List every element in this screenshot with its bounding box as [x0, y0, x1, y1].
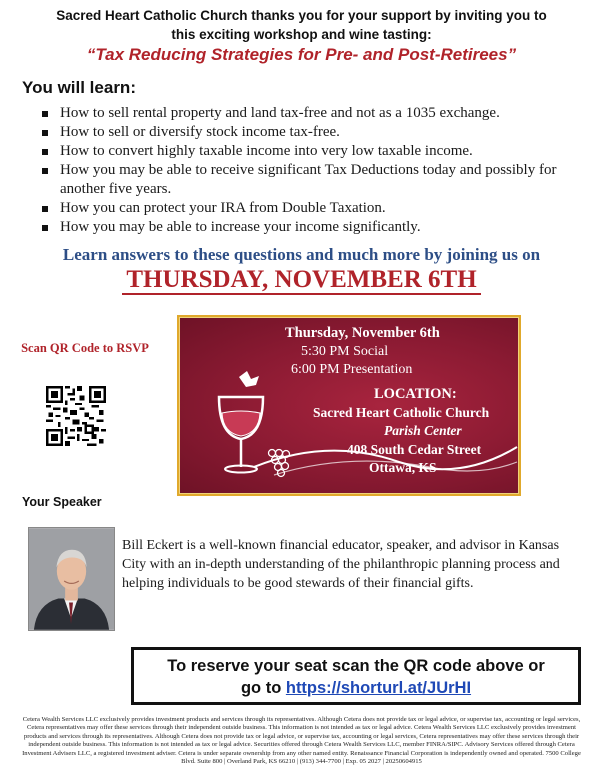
speaker-portrait-icon	[28, 527, 115, 631]
speaker-label: Your Speaker	[22, 495, 102, 509]
location-city: Ottawa, KS	[369, 460, 437, 475]
workshop-title: “Tax Reducing Strategies for Pre- and Post-Retirees”	[86, 45, 517, 64]
qr-caption: Scan QR Code to RSVP	[21, 341, 149, 355]
event-presentation-time: 6:00 PM Presentation	[291, 362, 413, 377]
location-church: Sacred Heart Catholic Church	[313, 405, 490, 420]
event-date-banner	[0, 266, 603, 294]
location-label: LOCATION:	[374, 386, 457, 402]
learn-list	[42, 104, 582, 237]
reserve-prefix: go to	[240, 679, 286, 697]
qr-code-icon[interactable]	[46, 386, 106, 446]
learn-heading: You will learn:	[22, 78, 136, 97]
event-date: Thursday, November 6th	[285, 325, 440, 341]
learn-item: How you can protect your IRA from Double Taxation.	[42, 199, 582, 218]
event-date-text: THURSDAY, NOVEMBER 6TH	[122, 266, 480, 295]
event-social-time: 5:30 PM Social	[301, 344, 389, 359]
reserve-line-2	[134, 677, 578, 699]
header-line-1: Sacred Heart Catholic Church thanks you for your support by inviting you to	[56, 8, 547, 23]
learn-item: How you may be able to receive significant Tax Deductions today and possibly for another five years.	[42, 161, 582, 199]
reserve-line-1: To reserve your seat scan the QR code above or	[167, 657, 545, 675]
event-details-card	[177, 315, 521, 496]
speaker-bio: Bill Eckert is a well-known financial educator, speaker, and advisor in Kansas City with an in-depth understanding of the philanthropic planning process and helping individuals to be good stewards of their financial gifts.	[122, 538, 560, 591]
cta-line: Learn answers to these questions and much more by joining us on	[62, 245, 541, 264]
location-address: 408 South Cedar Street	[347, 442, 482, 457]
legal-disclaimer: Cetera Wealth Services LLC exclusively provides investment products and services through its representatives. Although Cetera does not provide tax or legal advice, or supervise tax, accounting or legal services, Cetera representatives may offer these services through their independent outside business. This information is not intended as tax or legal advice. Cetera Wealth Services LLC exclusively provides investment products and services through its representatives. Although Cetera does not provide tax or legal advice, or supervise tax, accounting or legal services, Cetera representatives may offer these services through their independent outside business. This information is not intended as tax or legal advice. Securities offered through Cetera Wealth Services LLC, member FINRA/SIPC. Advisory Services offered through Cetera Investment Advisers LLC, a registered investment adviser. Cetera is under separate ownership from any other named entity. Renaissance Financial Corporation is independently owned and operated. 7500 College Blvd. Suite 800 | Overland Park, KS 66210 | (913) 344-7700 | Exp. 05 2027 | 20250604915	[22, 716, 581, 766]
reserve-callout	[131, 647, 581, 705]
learn-item: How to sell rental property and land tax-free and not as a 1035 exchange.	[42, 104, 582, 123]
header-line-2: this exciting workshop and wine tasting:	[171, 27, 432, 42]
learn-item: How to convert highly taxable income into very low taxable income.	[42, 142, 582, 161]
learn-item: How you may be able to increase your income significantly.	[42, 218, 582, 237]
learn-item: How to sell or diversify stock income tax-free.	[42, 123, 582, 142]
location-parish: Parish Center	[384, 423, 462, 438]
rsvp-link[interactable]: https://shorturl.at/JUrHI	[285, 679, 472, 697]
